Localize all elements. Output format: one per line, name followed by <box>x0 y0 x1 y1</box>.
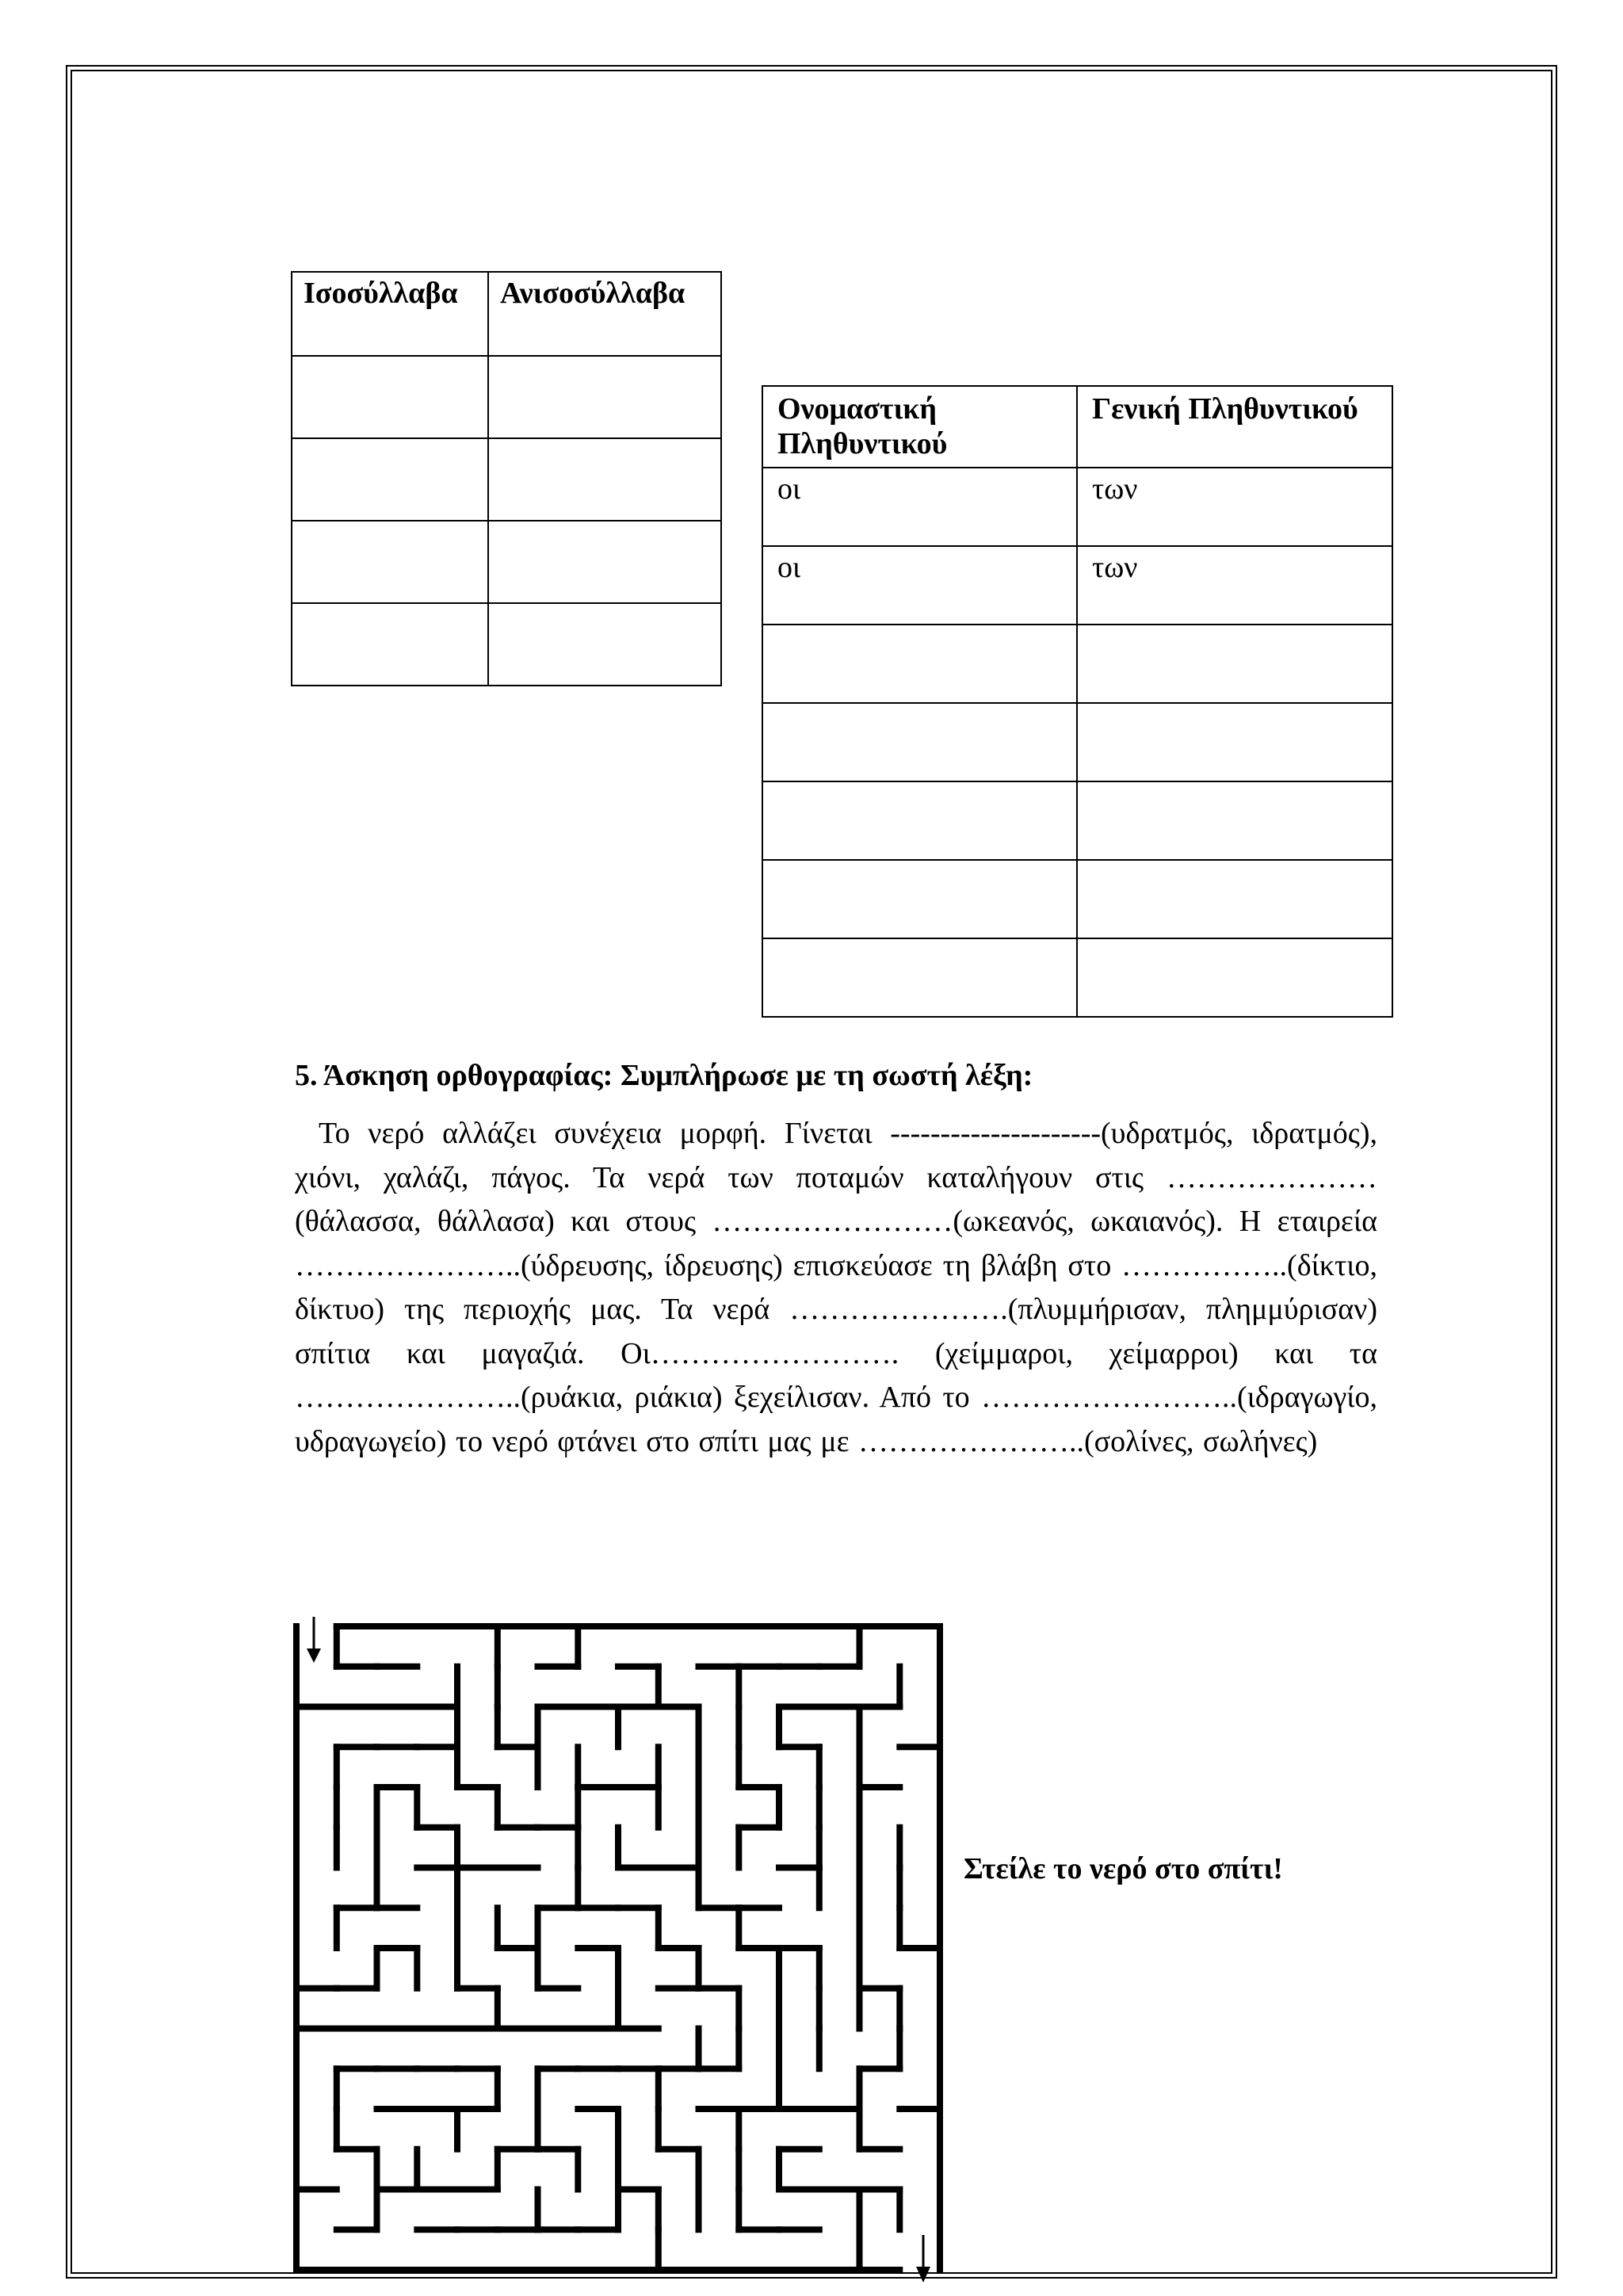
answer-cell[interactable] <box>762 625 1077 703</box>
answer-cell[interactable] <box>488 603 721 686</box>
case-table <box>762 385 1393 1018</box>
answer-cell[interactable] <box>762 703 1077 781</box>
table-row <box>762 703 1392 781</box>
maze-puzzle[interactable] <box>285 1615 951 2285</box>
table-row <box>292 356 721 438</box>
answer-cell[interactable] <box>488 438 721 521</box>
table-header-row <box>762 386 1392 468</box>
answer-cell[interactable]: των <box>1077 546 1392 625</box>
answer-cell[interactable] <box>762 938 1077 1017</box>
answer-cell[interactable] <box>1077 938 1392 1017</box>
table-row <box>292 521 721 603</box>
maze-walls <box>296 1626 940 2270</box>
column-header-isosyllaba: Ισοσύλλαβα <box>292 272 488 356</box>
syllable-table <box>291 271 722 686</box>
table-row <box>762 468 1392 546</box>
table-header-row <box>292 272 721 356</box>
answer-cell[interactable] <box>292 438 488 521</box>
table-row <box>762 625 1392 703</box>
answer-cell[interactable] <box>292 521 488 603</box>
column-header-nominative-plural: Ονομαστική Πληθυντικού <box>762 386 1077 468</box>
table-row <box>292 438 721 521</box>
exercise-paragraph <box>295 1112 1377 1464</box>
answer-cell[interactable] <box>488 521 721 603</box>
answer-cell[interactable]: οι <box>762 468 1077 546</box>
finish-arrow-icon <box>916 2235 930 2283</box>
start-arrow-icon <box>307 1617 321 1663</box>
table-row <box>762 781 1392 860</box>
table-row <box>292 603 721 686</box>
maze-caption: Στείλε το νερό στο σπίτι! <box>964 1852 1283 1885</box>
table-row <box>762 938 1392 1017</box>
answer-cell[interactable] <box>1077 625 1392 703</box>
answer-cell[interactable]: των <box>1077 468 1392 546</box>
answer-cell[interactable] <box>1077 781 1392 860</box>
exercise-text: Το νερό αλλάζει συνέχεια μορφή. Γίνεται ---------------------(υδρατμός, ιδρατμός), χιόνι, χαλάζι, πάγος. Τα νερά των ποταμών καταλήγουν στις …………………(θάλασσα, θάλλασα) και στους ……………………(ωκεανός, ωκαιανός). Η εταιρεία …………………..(ύδρευσης, ίδρευσης) επισκεύασε τη βλάβη στο ……………..(δίκτιο, δίκτυο) της περιοχής μας. Τα νερά ………………….(πλυμμήρισαν, πλημμύρισαν) σπίτια και μαγαζιά. Οι……………………. (χείμμαροι, χείμαρροι) και τα …………………..(ρυάκια, ριάκια) ξεχείλισαν. Από το ……………………..(ιδραγωγίο, υδραγωγείο) το νερό φτάνει στο σπίτι μας με …………………..(σολίνες, σωλήνες) <box>295 1117 1377 1458</box>
answer-cell[interactable] <box>292 603 488 686</box>
column-header-genitive-plural: Γενική Πληθυντικού <box>1077 386 1392 468</box>
answer-cell[interactable] <box>762 781 1077 860</box>
exercise-heading: 5. Άσκηση ορθογραφίας: Συμπλήρωσε με τη σωστή λέξη: <box>295 1059 1033 1092</box>
answer-cell[interactable] <box>488 356 721 438</box>
answer-cell[interactable] <box>1077 860 1392 938</box>
answer-cell[interactable]: οι <box>762 546 1077 625</box>
table-row <box>762 860 1392 938</box>
answer-cell[interactable] <box>292 356 488 438</box>
answer-cell[interactable] <box>1077 703 1392 781</box>
column-header-anisosyllaba: Ανισοσύλλαβα <box>488 272 721 356</box>
answer-cell[interactable] <box>762 860 1077 938</box>
table-row <box>762 546 1392 625</box>
